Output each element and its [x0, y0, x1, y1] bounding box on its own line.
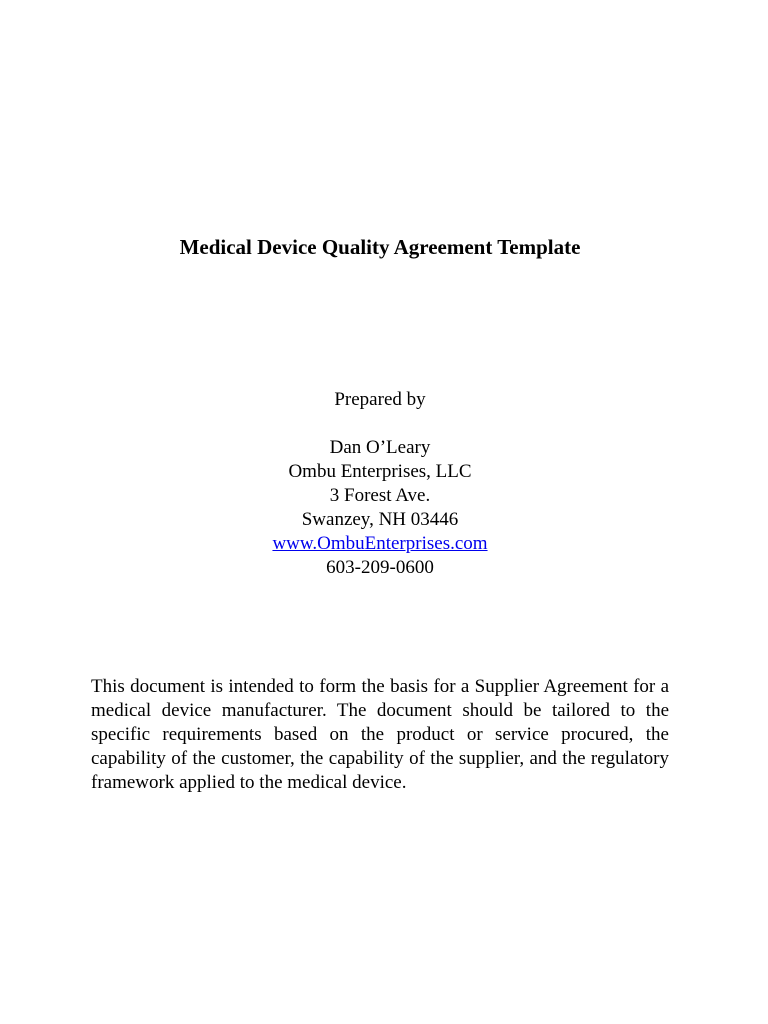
prepared-by-label: Prepared by [334, 389, 426, 410]
author-street: 3 Forest Ave. [329, 485, 431, 506]
author-city-state-zip: Swanzey, NH 03446 [301, 509, 459, 530]
spacer [0, 412, 760, 436]
document-title: Medical Device Quality Agreement Template [179, 235, 581, 259]
author-name: Dan O’Leary [329, 437, 431, 458]
author-website-line [0, 532, 760, 556]
author-phone: 603-209-0600 [326, 557, 434, 578]
author-contact-block [0, 388, 760, 580]
intro-paragraph: This document is intended to form the basis for a Supplier Agreement for a medical device manufacturer. The document should be tailored to the specific requirements based on the product or service procured, the capability of the customer, the capability of the supplier, and the regulatory framework applied to the medical device. [91, 676, 669, 793]
website-link[interactable]: www.OmbuEnterprises.com [272, 533, 488, 554]
author-company: Ombu Enterprises, LLC [288, 461, 472, 482]
